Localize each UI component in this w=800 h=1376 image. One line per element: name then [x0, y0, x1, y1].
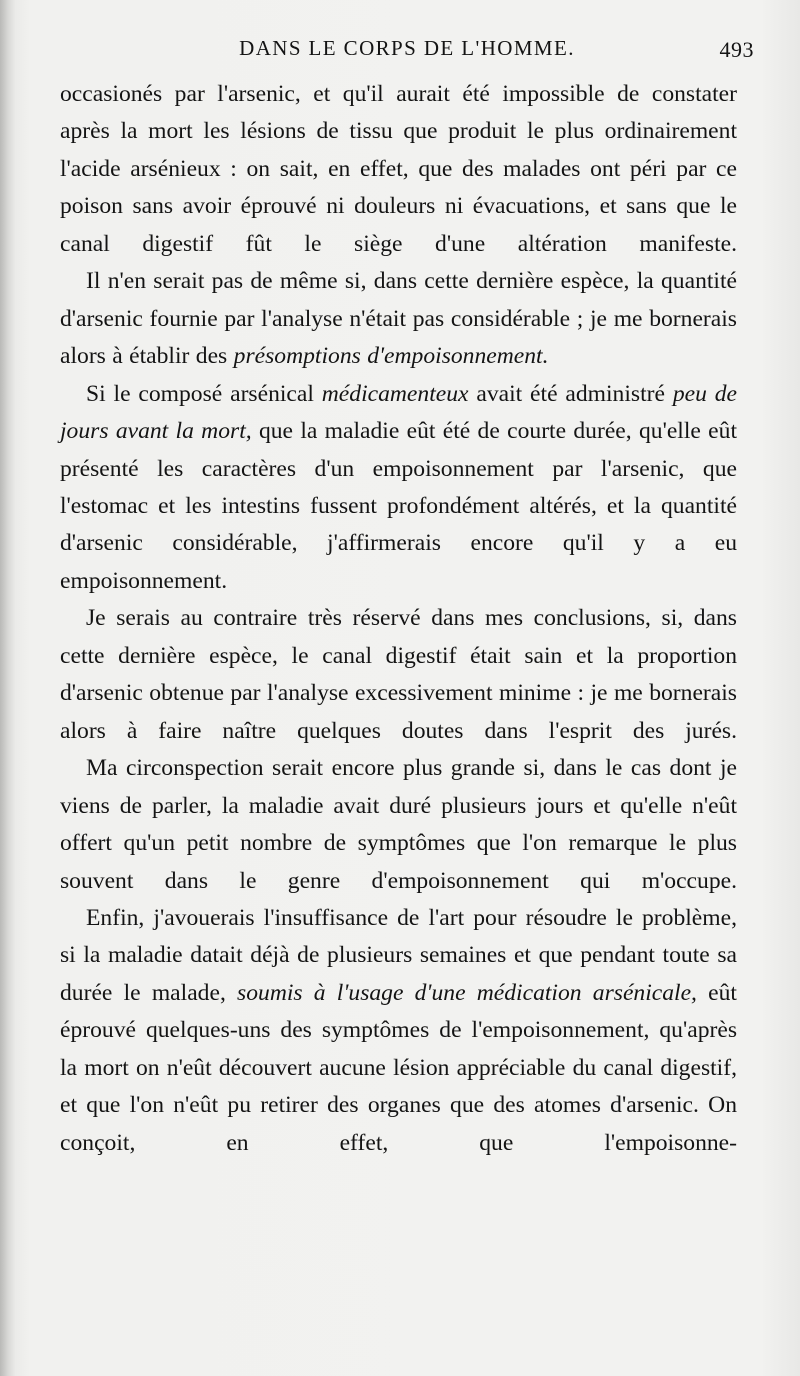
page-header [60, 36, 754, 76]
text-segment: Il n'en serait pas de même si, dans cette dernière espèce, la quantité d'arsenic fournie par l'analyse n'était pas considérable ; je me bornerais alors à établir des [60, 268, 737, 370]
paragraph [60, 600, 737, 750]
text-segment: eût éprouvé quelques-uns des symptômes de l'empoisonnement, qu'après la mort on n'eût découvert aucune lésion appréciable du canal digestif, et que l'on n'eût pu retirer des organes que des atomes d'arsenic. On conçoit, en effet, que l'empoisonne- [60, 979, 737, 1156]
paragraph [60, 376, 737, 601]
italic-segment: médicamenteux [321, 380, 469, 407]
paragraph [60, 900, 737, 1162]
italic-segment: peu de jours avant la mort, [60, 380, 738, 445]
paragraph [60, 76, 737, 263]
text-segment: occasionés par l'arsenic, et qu'il aurait été impossible de constater après la mort les lésions de tissu que produit le plus ordinairement l'acide arsénieux : on sait, en effet, que des malades ont péri par ce poison sans avoir éprouvé ni douleurs ni évacuations, et sans que le canal digestif fût le siège d'une altération manifeste. [60, 81, 737, 257]
italic-segment: présomptions d'empoisonnement. [233, 343, 549, 370]
text-segment: Enfin, j'avouerais l'insuffisance de l'art pour résoudre le problème, si la maladie datait déjà de plusieurs semaines et que pendant toute sa durée le malade, [60, 904, 737, 1006]
paragraph [60, 263, 737, 375]
page-number: 493 [719, 37, 754, 62]
text-segment: Ma circonspection serait encore plus grande si, dans le cas dont je viens de parler, la maladie avait duré plusieurs jours et qu'elle n'eût offert qu'un petit nombre de symptômes que l'on remarque le plus souvent dans le genre d'empoisonnement qui m'occupe. [60, 755, 737, 894]
text-segment: Si le composé arsénical [86, 380, 322, 407]
page-gutter-shadow [0, 0, 16, 1376]
text-segment: que la maladie eût été de courte durée, qu'elle eût présenté les caractères d'un empoisonnement par l'arsenic, que l'estomac et les intestins fussent profondément altérés, et la quantité d'arsenic considérable, j'affirmerais encore qu'il y a eu empoisonnement. [60, 418, 737, 594]
text-segment: Je serais au contraire très réservé dans mes conclusions, si, dans cette dernière espèce, le canal digestif était sain et la proportion d'arsenic obtenue par l'analyse excessivement minime : je me bornerais alors à faire naître quelques doutes dans l'esprit des jurés. [60, 605, 737, 744]
running-title: DANS LE CORPS DE L'HOMME. [239, 36, 575, 60]
italic-segment: soumis à l'usage d'une médication arsénicale, [237, 979, 697, 1006]
text-segment: avait été administré [468, 380, 673, 407]
paragraph [60, 750, 737, 900]
body-text [60, 76, 737, 1162]
